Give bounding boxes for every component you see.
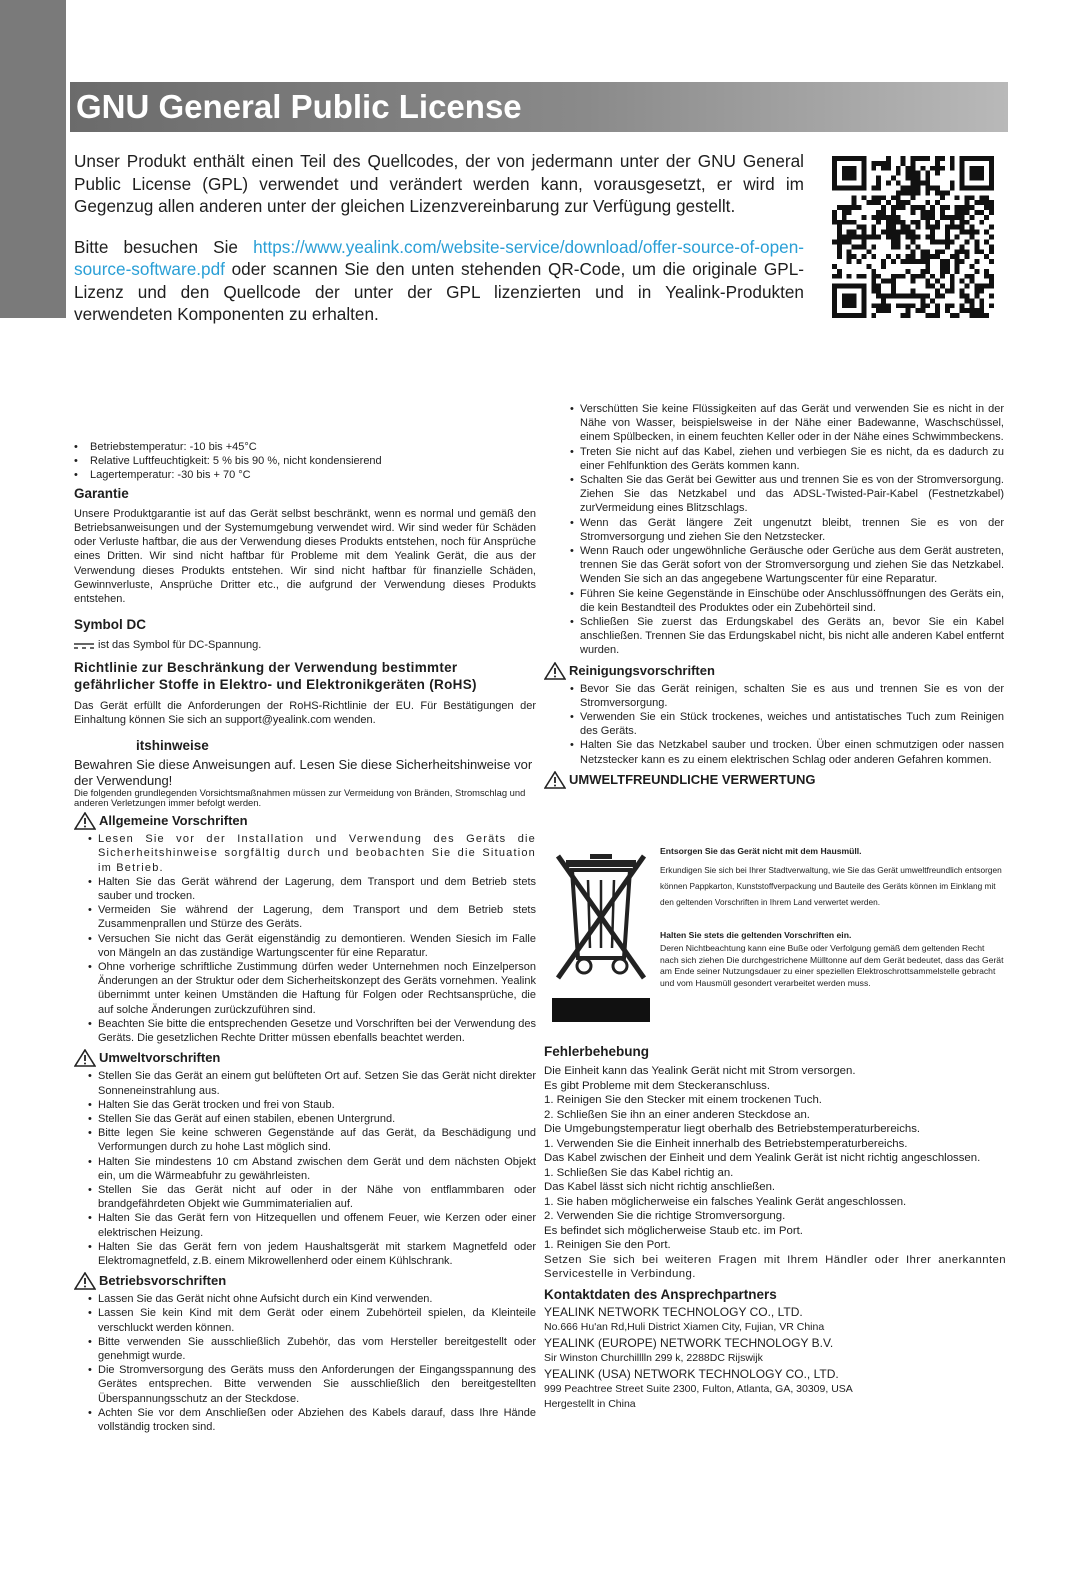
troubleshooting-line: 1. Sie haben möglicherweise ein falsches Yealink Gerät angeschlossen. bbox=[544, 1195, 907, 1208]
title-bar bbox=[70, 82, 1008, 132]
list-item: • Wenn das Gerät längere Zeit ungenutzt bleibt, trennen Sie es von der Stromversorgung und ziehen Sie den Netzstecker. bbox=[544, 516, 1004, 544]
contact-company: YEALINK NETWORK TECHNOLOGY CO., LTD. bbox=[544, 1304, 803, 1319]
source-code-link[interactable]: https://www.yealink.com/website-service/download/offer-source-of-open-source-software.pdf bbox=[74, 236, 804, 279]
list-item: • Versuchen Sie nicht das Gerät eigenständig zu demontieren. Wenden Siesich im Falle von Mängeln an das zuständige Wartungscenter für eine Reparatur. bbox=[74, 932, 536, 960]
troubleshooting-line: Das Kabel lässt sich nicht richtig anschließen. bbox=[544, 1181, 776, 1193]
list-item: • Lesen Sie vor der Installation und Verwendung des Geräts die Sicherheitshinweise sorgfältig durch und beobachten Sie die Situation im Betrieb. bbox=[74, 832, 536, 875]
list-item: • Verwenden Sie ein Stück trockenes, weiches und antistatisches Tuch zum Reinigen des Geräts. bbox=[544, 710, 1004, 738]
intro-paragraph: Unser Produkt enthält einen Teil des Quellcodes, der von jedermann unter der GNU General Public License (GPL) verwendet und verändert werden kann, vorausgesetzt, er wird im Gegenzug allen anderen unter der gleichen Lizenzvereinbarung zur Verfügung gestellt. bbox=[74, 151, 804, 216]
list-item: • Bitte legen Sie keine schweren Gegenstände auf das Gerät, da Beschädigung und Verformungen durch zu hohe Last möglich sind. bbox=[74, 1126, 536, 1154]
made-in: Hergestellt in China bbox=[544, 1397, 636, 1410]
list-item: • Halten Sie das Gerät trocken und frei von Staub. bbox=[74, 1098, 536, 1112]
list-item: • Stellen Sie das Gerät auf einen stabilen, ebenen Untergrund. bbox=[74, 1112, 536, 1126]
recycling-paragraph: Deren Nichtbeachtung kann eine Buße oder Verfolgung gemäß dem geltenden Recht nach sich ziehen Die durchgestrichene Mülltonne auf dem Gerät bedeutet, dass das Gerät am Ende seiner Nutzungsdauer zu einer speziellen Elektroschrottsammelstelle gebracht und vom Hausmüll gesondert verarbeitet werden muss. bbox=[660, 943, 1004, 988]
cleaning-heading-text: Reinigungsvorschriften bbox=[569, 662, 715, 678]
rohs-heading: Richtlinie zur Beschränkung der Verwendung bestimmter gefährlicher Stoffe in Elektro- und Elektronikgeräten (RoHS) bbox=[74, 659, 477, 692]
list-item: • Halten Sie das Gerät während der Lagerung, dem Transport und dem Betrieb stets sauber und trocken. bbox=[74, 875, 536, 903]
recycling-heading-text: UMWELTFREUNDLICHE VERWERTUNG bbox=[569, 771, 816, 787]
intro-paragraph-link bbox=[74, 236, 804, 326]
operation-cont-list bbox=[544, 402, 1004, 658]
list-item: • Vermeiden Sie während der Lagerung, dem Transport und dem Betrieb stets Zusammenprallen und Stürze des Geräts. bbox=[74, 903, 536, 931]
dc-text: ist das Symbol für DC-Spannung. bbox=[98, 639, 262, 652]
list-item: • Schließen Sie zuerst das Erdungskabel des Geräts an, bevor Sie ein Kabel anschließen. Trennen Sie das Erdungskabel nicht, bis nicht alle anderen Kabel entfernt wurden. bbox=[544, 615, 1004, 658]
dc-line bbox=[74, 638, 536, 652]
spec-item: • Betriebstemperatur: -10 bis +45°C bbox=[74, 440, 536, 454]
list-item: • Lassen Sie kein Kind mit dem Gerät oder einem Zubehörteil spielen, da Kleinteile verschluckt werden können. bbox=[74, 1306, 536, 1334]
intro-section bbox=[74, 150, 804, 344]
list-item: • Bevor Sie das Gerät reinigen, schalten Sie es aus und trennen Sie es von der Stromversorgung. bbox=[544, 682, 1004, 710]
contacts-heading: Kontaktdaten des Ansprechpartners bbox=[544, 1286, 777, 1302]
general-heading-text: Allgemeine Vorschriften bbox=[99, 813, 248, 829]
troubleshooting-line: 2. Verwenden Sie die richtige Stromversorgung. bbox=[544, 1210, 786, 1222]
troubleshooting-line: 1. Verwenden Sie die Einheit innerhalb des Betriebstemperaturbereichs. bbox=[544, 1137, 908, 1150]
warning-icon bbox=[544, 662, 566, 680]
list-item: • Stellen Sie das Gerät an einem gut belüfteten Ort auf. Setzen Sie das Gerät nicht direkter Sonneneinstrahlung aus. bbox=[74, 1069, 536, 1097]
list-item: • Wenn Rauch oder ungewöhnliche Geräusche oder Gerüche aus dem Gerät austreten, trennen Sie das Gerät sofort von der Stromversorgung und ziehen Sie das Netzkabel. Wenden Sie sich an das angegebene Wartungscenter für eine Reparatur. bbox=[544, 544, 1004, 587]
rohs-text: Das Gerät erfüllt die Anforderungen der RoHS-Richtlinie der EU. Für Bestätigungen der Einhaltung können Sie sich an support@yealink.com wenden. bbox=[74, 699, 536, 726]
troubleshooting-closing: Setzen Sie sich bei weiteren Fragen mit Ihrem Händler oder Ihrer anerkannten Servicestelle in Verbindung. bbox=[544, 1253, 1006, 1280]
troubleshooting-line: Es befindet sich möglicherweise Staub etc. im Port. bbox=[544, 1224, 803, 1237]
qr-code bbox=[832, 156, 994, 318]
cleaning-list bbox=[544, 682, 1004, 767]
list-item: • Verschütten Sie keine Flüssigkeiten auf das Gerät und verwenden Sie es nicht in der Nähe von Wasser, beispielsweise in der Nähe einer Badewanne, Waschschüssel, einem Spülbecken, in einem feuchten Keller oder in der Nähe eines Schwimmbeckens. bbox=[544, 402, 1004, 445]
contact-address: Sir Winston Churchilllln 299 k, 2288DC Rijswijk bbox=[544, 1351, 763, 1364]
operation-list bbox=[74, 1292, 536, 1434]
contact-address: No.666 Hu'an Rd,Huli District Xiamen City, Fujian, VR China bbox=[544, 1320, 825, 1333]
contact-company: YEALINK (EUROPE) NETWORK TECHNOLOGY B.V. bbox=[544, 1335, 834, 1350]
list-item: • Bitte verwenden Sie ausschließlich Zubehör, das vom Hersteller bereitgestellt oder genehmigt wurde. bbox=[74, 1335, 536, 1363]
warning-icon bbox=[74, 1272, 96, 1290]
troubleshooting-line: Es gibt Probleme mit dem Steckeranschluss. bbox=[544, 1079, 771, 1092]
troubleshooting-lines bbox=[544, 1064, 1006, 1253]
safety-intro: Bewahren Sie diese Anweisungen auf. Lesen Sie diese Sicherheitshinweise vor der Verwendung! bbox=[74, 757, 533, 788]
left-column bbox=[74, 440, 536, 1434]
recycling-paragraph: Erkundigen Sie sich bei Ihrer Stadtverwaltung, wie Sie das Gerät umweltfreundlich entsorgen können Pappkarton, Kunststoffverpackung und Bauteile des Geräts können im Einklang mit den geltenden Vorschriften in Ihrem Land verwertet werden. bbox=[660, 864, 1002, 907]
list-item: • Ohne vorherige schriftliche Zustimmung dürfen weder Unternehmen noch Einzelperson Änderungen an der Struktur oder dem Sicherheitskonzept des Geräts vornehmen. Yealink übernimmt unter keinen Umständen die Haftung für Folgen oder Rechtsansprüche, die auf solche Änderungen zurückzuführen sind. bbox=[74, 960, 536, 1017]
troubleshooting-line: 1. Reinigen Sie den Stecker mit einem trockenen Tuch. bbox=[544, 1094, 822, 1106]
list-item: • Achten Sie vor dem Anschließen oder Abziehen des Kabels darauf, dass Ihre Hände vollständig trocken sind. bbox=[74, 1406, 536, 1434]
side-tab-marker bbox=[0, 0, 66, 318]
crossed-out-bin-icon bbox=[552, 848, 650, 1022]
right-column bbox=[544, 402, 1004, 791]
general-heading bbox=[74, 812, 536, 830]
contact-company: YEALINK (USA) NETWORK TECHNOLOGY CO., LTD. bbox=[544, 1366, 839, 1381]
safety-heading: itshinweise bbox=[136, 738, 209, 754]
dc-symbol-icon bbox=[74, 642, 94, 650]
warranty-text: Unsere Produktgarantie ist auf das Gerät selbst beschränkt, wenn es normal und gemäß den Betriebsanweisungen und der Systemumgebung verwendet wird. Wir sind weder für Schäden oder Verluste haftbar, die aus der Verwendung dieses Produkts entstehen, noch für Ansprüche eines Dritten. Wir sind nicht haftbar für Probleme mit dem Yealink Gerät, die aus der Verwendung dieses Produkts entstehen. Wir sind nicht haftbar für finanzielle Schäden, Gewinnverluste, Ansprüche Dritter etc., die aufgrund der Verwendung dieses Produkts entstehen. bbox=[74, 507, 536, 606]
list-item: • Treten Sie nicht auf das Kabel, ziehen und verbiegen Sie es nicht, da es dadurch zu einer Fehlfunktion des Geräts kommen kann. bbox=[544, 445, 1004, 473]
page-title: GNU General Public License bbox=[76, 88, 522, 125]
operation-heading bbox=[74, 1272, 536, 1290]
intro-text-pre: Bitte besuchen Sie bbox=[74, 236, 254, 257]
list-item: • Lassen Sie das Gerät nicht ohne Aufsicht durch ein Kind verwenden. bbox=[74, 1292, 536, 1306]
warning-icon bbox=[74, 1049, 96, 1067]
spec-item: • Lagertemperatur: -30 bis + 70 °C bbox=[74, 468, 536, 482]
list-item: • Halten Sie mindestens 10 cm Abstand zwischen dem Gerät und dem nächsten Objekt ein, um die Wärmeabfuhr zu gewährleisten. bbox=[74, 1155, 536, 1183]
troubleshooting-line: Das Kabel zwischen der Einheit und dem Yealink Gerät ist nicht richtig angeschlossen. bbox=[544, 1152, 981, 1164]
environment-heading-text: Umweltvorschriften bbox=[99, 1050, 221, 1066]
list-item: • Halten Sie das Netzkabel sauber und trocken. Über einen schmutzigen oder nassen Netzstecker kann es zu einem elektrischen Schlag oder anderen Gefahren kommen. bbox=[544, 738, 1004, 766]
warranty-heading: Garantie bbox=[74, 485, 129, 501]
troubleshooting-heading: Fehlerbehebung bbox=[544, 1044, 650, 1059]
environment-list bbox=[74, 1069, 536, 1268]
troubleshooting-section bbox=[544, 1043, 1006, 1412]
list-item: • Schalten Sie das Gerät bei Gewitter aus und trennen Sie es von der Stromversorgung. Ziehen Sie das Netzkabel und das ADSL-Twisted-Pair-Kabel (Festnetzkabel) zurVermeidung eines Blitzschlags. bbox=[544, 473, 1004, 516]
general-list bbox=[74, 832, 536, 1045]
recycling-subheading: Entsorgen Sie das Gerät nicht mit dem Hausmüll. bbox=[660, 846, 862, 856]
recycling-heading bbox=[544, 771, 1004, 789]
warning-icon bbox=[74, 812, 96, 830]
intro-text-post: oder scannen Sie den unten stehenden QR-Code, um die originale GPL-Lizenz und den Quellcode der unter der GPL lizenzierten und in Yealink-Produkten verwendeten Komponenten zu erhalten. bbox=[74, 259, 804, 324]
troubleshooting-line: 1. Reinigen Sie den Port. bbox=[544, 1239, 671, 1251]
safety-note: Die folgenden grundlegenden Vorsichtsmaßnahmen müssen zur Vermeidung von Bränden, Stromschlag und anderen Verletzungen immer befolgt werden. bbox=[74, 787, 526, 809]
recycling-text bbox=[660, 844, 1004, 989]
spec-list bbox=[74, 440, 536, 483]
dc-heading: Symbol DC bbox=[74, 617, 147, 633]
cleaning-heading bbox=[544, 662, 1004, 680]
troubleshooting-line: 1. Schließen Sie das Kabel richtig an. bbox=[544, 1166, 734, 1179]
troubleshooting-line: Die Umgebungstemperatur liegt oberhalb des Betriebstemperaturbereichs. bbox=[544, 1123, 921, 1135]
warning-icon bbox=[544, 771, 566, 789]
list-item: • Halten Sie das Gerät fern von Hitzequellen und offenem Feuer, wie Kerzen oder einer elektrischen Heizung. bbox=[74, 1211, 536, 1239]
list-item: • Beachten Sie bitte die entsprechenden Gesetze und Vorschriften bei der Verwendung des Geräts. Die gesetzlichen Rechte Dritter müssen ebenfalls beachtet werden. bbox=[74, 1017, 536, 1045]
list-item: • Halten Sie das Gerät fern von jedem Haushaltsgerät mit starkem Magnetfeld oder Elektromagnetfeld, z.B. einem Mikrowellenherd oder einem Kühlschrank. bbox=[74, 1240, 536, 1268]
spec-item: • Relative Luftfeuchtigkeit: 5 % bis 90 %, nicht kondensierend bbox=[74, 454, 536, 468]
troubleshooting-line: Die Einheit kann das Yealink Gerät nicht mit Strom versorgen. bbox=[544, 1065, 856, 1077]
environment-heading bbox=[74, 1049, 536, 1067]
contact-address: 999 Peachtree Street Suite 2300, Fulton, Atlanta, GA, 30309, USA bbox=[544, 1382, 853, 1395]
list-item: • Die Stromversorgung des Geräts muss den Anforderungen der Eingangsspannung des Gerätes entsprechen. Bitte verwenden Sie ausschließlich den bereitgestellten Überspannungsschutz an der Steckdose. bbox=[74, 1363, 536, 1406]
list-item: • Stellen Sie das Gerät nicht auf oder in der Nähe von entflammbaren oder brandgefährdeten Objekt wie Gummimaterialien auf. bbox=[74, 1183, 536, 1211]
recycling-subheading: Halten Sie stets die geltenden Vorschriften ein. bbox=[660, 929, 852, 940]
troubleshooting-line: 2. Schließen Sie ihn an einer anderen Steckdose an. bbox=[544, 1108, 810, 1121]
operation-heading-text: Betriebsvorschriften bbox=[99, 1273, 227, 1289]
list-item: • Führen Sie keine Gegenstände in Einschübe oder Anschlussöffnungen des Geräts ein, die kein Bestandteil des Produktes oder ein Zubehörteil sind. bbox=[544, 587, 1004, 615]
